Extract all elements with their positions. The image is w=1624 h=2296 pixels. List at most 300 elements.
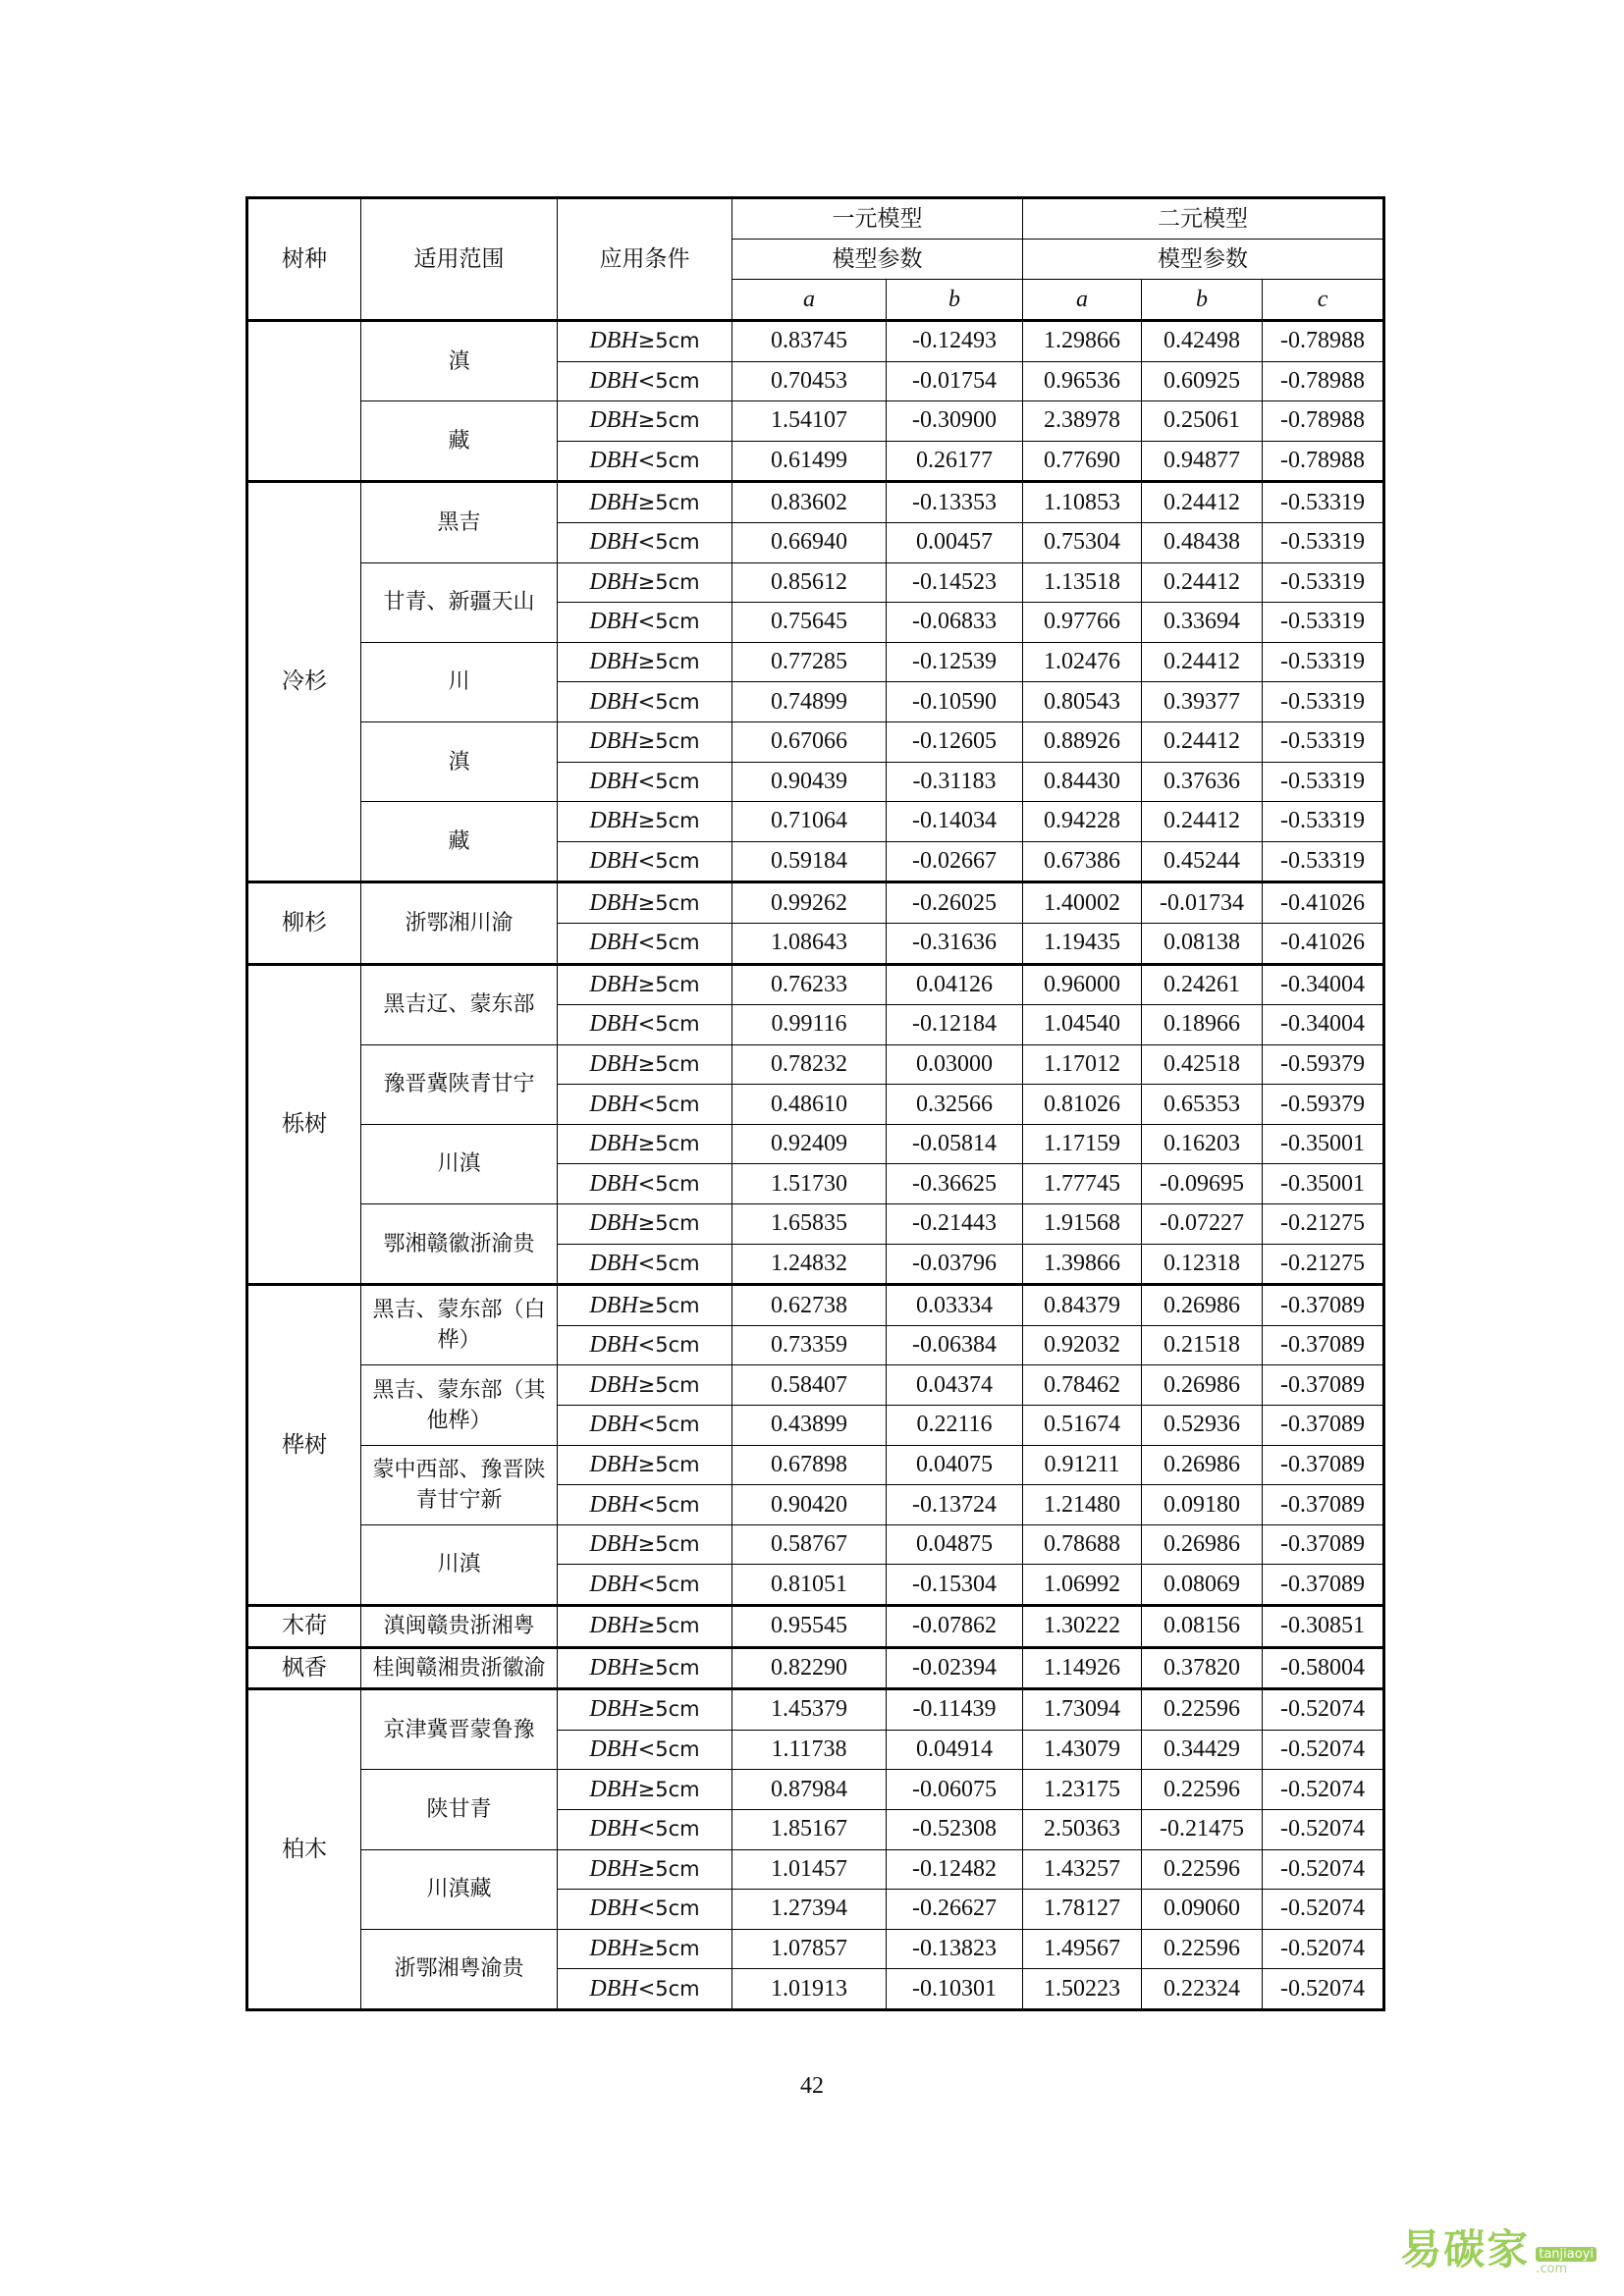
- param-binary-a: 1.19435: [1023, 923, 1142, 964]
- param-unary-b: -0.11439: [887, 1689, 1023, 1731]
- condition-cell: [558, 1445, 732, 1485]
- condition-prefix: DBH: [589, 768, 638, 794]
- condition-prefix: DBH: [589, 1371, 638, 1398]
- condition-prefix: DBH: [589, 609, 638, 635]
- condition-cell: [558, 1005, 732, 1045]
- param-unary-a: 0.58767: [732, 1524, 887, 1565]
- param-unary-a: 0.99116: [732, 1005, 887, 1045]
- param-binary-a: 1.30222: [1023, 1606, 1142, 1648]
- param-binary-c: -0.30851: [1263, 1606, 1384, 1648]
- table-row: [247, 642, 1384, 682]
- param-binary-b: 0.08069: [1142, 1565, 1263, 1606]
- condition-value: ≥5cm: [637, 1777, 700, 1801]
- param-binary-b: 0.22324: [1142, 1969, 1263, 2010]
- condition-prefix: DBH: [589, 688, 638, 715]
- param-binary-b: 0.45244: [1142, 841, 1263, 882]
- condition-prefix: DBH: [589, 1491, 638, 1518]
- param-binary-c: -0.37089: [1263, 1524, 1384, 1565]
- param-binary-b: 0.22596: [1142, 1770, 1263, 1810]
- param-unary-b: -0.10301: [887, 1969, 1023, 2010]
- param-binary-c: -0.37089: [1263, 1445, 1384, 1485]
- param-binary-a: 0.80543: [1023, 682, 1142, 722]
- param-binary-b: 0.52936: [1142, 1406, 1263, 1446]
- param-binary-b: 0.42498: [1142, 321, 1263, 362]
- condition-cell: [558, 721, 732, 762]
- condition-prefix: DBH: [589, 1936, 638, 1962]
- param-binary-b: 0.25061: [1142, 401, 1263, 442]
- region-cell: 滇: [361, 721, 558, 801]
- param-binary-a: 1.21480: [1023, 1485, 1142, 1525]
- param-binary-b: 0.24412: [1142, 562, 1263, 603]
- condition-prefix: DBH: [589, 1571, 638, 1597]
- table-row: [247, 1044, 1384, 1085]
- param-unary-b: -0.02394: [887, 1647, 1023, 1689]
- param-binary-b: 0.22596: [1142, 1689, 1263, 1731]
- condition-value: ≥5cm: [637, 809, 700, 833]
- param-unary-b: -0.12482: [887, 1849, 1023, 1890]
- param-unary-a: 0.83602: [732, 482, 887, 523]
- species-cell: [247, 321, 361, 482]
- condition-prefix: DBH: [589, 1292, 638, 1318]
- param-binary-b: 0.26986: [1142, 1365, 1263, 1406]
- param-unary-b: -0.12184: [887, 1005, 1023, 1045]
- param-binary-a: 1.17159: [1023, 1124, 1142, 1164]
- param-binary-b: 0.65353: [1142, 1085, 1263, 1125]
- param-binary-c: -0.52074: [1263, 1809, 1384, 1849]
- param-unary-b: -0.05814: [887, 1124, 1023, 1164]
- param-binary-b: 0.09180: [1142, 1485, 1263, 1525]
- condition-value: ≥5cm: [637, 408, 700, 433]
- condition-value: ≥5cm: [637, 1856, 700, 1881]
- param-unary-b: 0.03334: [887, 1285, 1023, 1326]
- param-binary-c: -0.52074: [1263, 1969, 1384, 2010]
- condition-cell: [558, 321, 732, 362]
- param-unary-a: 1.27394: [732, 1890, 887, 1930]
- param-binary-b: 0.48438: [1142, 522, 1263, 562]
- condition-value: <5cm: [637, 1251, 700, 1275]
- param-binary-c: -0.34004: [1263, 1005, 1384, 1045]
- param-unary-b: -0.07862: [887, 1606, 1023, 1648]
- param-unary-a: 0.90420: [732, 1485, 887, 1525]
- table-row: [247, 1849, 1384, 1890]
- param-binary-a: 1.17012: [1023, 1044, 1142, 1085]
- condition-cell: [558, 1770, 732, 1810]
- region-cell: 黑吉: [361, 482, 558, 562]
- param-unary-b: 0.04374: [887, 1365, 1023, 1406]
- condition-prefix: DBH: [589, 1170, 638, 1197]
- param-unary-a: 0.81051: [732, 1565, 887, 1606]
- param-binary-a: 1.91568: [1023, 1204, 1142, 1245]
- param-unary-a: 0.71064: [732, 802, 887, 842]
- param-binary-c: -0.52074: [1263, 1689, 1384, 1731]
- param-binary-c: -0.35001: [1263, 1124, 1384, 1164]
- table-row: [247, 721, 1384, 762]
- header-binary-b: b: [1142, 280, 1263, 321]
- condition-prefix: DBH: [589, 448, 638, 474]
- table-row: [247, 1124, 1384, 1164]
- param-unary-b: 0.04875: [887, 1524, 1023, 1565]
- table-row: [247, 1365, 1384, 1406]
- param-binary-a: 1.04540: [1023, 1005, 1142, 1045]
- header-binary-c: c: [1263, 280, 1384, 321]
- param-binary-c: -0.37089: [1263, 1406, 1384, 1446]
- condition-cell: [558, 1285, 732, 1326]
- param-binary-a: 0.75304: [1023, 522, 1142, 562]
- param-unary-b: -0.31636: [887, 923, 1023, 964]
- param-unary-a: 1.11738: [732, 1730, 887, 1770]
- condition-value: ≥5cm: [637, 1655, 700, 1680]
- param-unary-b: -0.13724: [887, 1485, 1023, 1525]
- region-cell: 川: [361, 642, 558, 721]
- header-unary-model: 一元模型: [732, 198, 1023, 240]
- header-unary-b: b: [887, 280, 1023, 321]
- table-row: [247, 1285, 1384, 1326]
- header-region: 适用范围: [361, 198, 558, 321]
- condition-cell: [558, 882, 732, 924]
- region-cell: 川滇: [361, 1124, 558, 1203]
- param-binary-a: 1.10853: [1023, 482, 1142, 523]
- param-binary-b: 0.37820: [1142, 1647, 1263, 1689]
- allometric-parameter-table: [245, 196, 1385, 2011]
- param-binary-a: 1.02476: [1023, 642, 1142, 682]
- condition-cell: [558, 1244, 732, 1285]
- species-cell: 柳杉: [247, 882, 361, 964]
- param-unary-a: 0.87984: [732, 1770, 887, 1810]
- param-binary-b: 0.22596: [1142, 1929, 1263, 1969]
- param-unary-b: 0.22116: [887, 1406, 1023, 1446]
- param-unary-b: -0.06075: [887, 1770, 1023, 1810]
- condition-cell: [558, 841, 732, 882]
- condition-prefix: DBH: [589, 1816, 638, 1842]
- condition-prefix: DBH: [589, 930, 638, 956]
- param-binary-c: -0.78988: [1263, 321, 1384, 362]
- param-unary-a: 0.43899: [732, 1406, 887, 1446]
- param-binary-b: -0.01734: [1142, 882, 1263, 924]
- param-unary-a: 1.08643: [732, 923, 887, 964]
- param-binary-c: -0.52074: [1263, 1730, 1384, 1770]
- param-binary-c: -0.53319: [1263, 682, 1384, 722]
- condition-prefix: DBH: [589, 1210, 638, 1237]
- condition-prefix: DBH: [589, 1736, 638, 1763]
- header-species: 树种: [247, 198, 361, 321]
- param-binary-b: 0.24412: [1142, 721, 1263, 762]
- condition-value: <5cm: [637, 769, 700, 793]
- param-unary-a: 0.82290: [732, 1647, 887, 1689]
- param-binary-b: 0.08138: [1142, 923, 1263, 964]
- param-unary-b: -0.26627: [887, 1890, 1023, 1930]
- param-unary-a: 0.70453: [732, 361, 887, 401]
- species-cell: 冷杉: [247, 482, 361, 882]
- region-cell: 滇闽赣贵浙湘粤: [361, 1606, 558, 1648]
- param-binary-a: 0.97766: [1023, 603, 1142, 643]
- region-cell: 浙鄂湘粤渝贵: [361, 1929, 558, 2009]
- param-binary-a: 1.40002: [1023, 882, 1142, 924]
- condition-value: <5cm: [637, 849, 700, 874]
- param-binary-b: 0.60925: [1142, 361, 1263, 401]
- param-binary-b: 0.18966: [1142, 1005, 1263, 1045]
- param-binary-a: 0.51674: [1023, 1406, 1142, 1446]
- condition-prefix: DBH: [589, 1250, 638, 1276]
- species-cell: 栎树: [247, 964, 361, 1285]
- condition-prefix: DBH: [589, 367, 638, 394]
- condition-value: <5cm: [637, 530, 700, 555]
- param-binary-c: -0.53319: [1263, 721, 1384, 762]
- condition-cell: [558, 1085, 732, 1125]
- region-cell: 黑吉辽、蒙东部: [361, 964, 558, 1044]
- param-unary-a: 1.01457: [732, 1849, 887, 1890]
- condition-value: <5cm: [637, 1012, 700, 1037]
- param-unary-b: -0.10590: [887, 682, 1023, 722]
- condition-prefix: DBH: [589, 1776, 638, 1802]
- condition-cell: [558, 1124, 732, 1164]
- region-cell: 藏: [361, 802, 558, 882]
- param-unary-b: -0.31183: [887, 762, 1023, 802]
- param-unary-a: 0.74899: [732, 682, 887, 722]
- param-binary-c: -0.41026: [1263, 923, 1384, 964]
- param-unary-b: -0.14523: [887, 562, 1023, 603]
- param-unary-a: 1.85167: [732, 1809, 887, 1849]
- condition-value: <5cm: [637, 1896, 700, 1921]
- condition-value: <5cm: [637, 449, 700, 473]
- param-binary-a: 0.94228: [1023, 802, 1142, 842]
- param-unary-a: 1.24832: [732, 1244, 887, 1285]
- condition-value: <5cm: [637, 1817, 700, 1842]
- param-binary-b: -0.21475: [1142, 1809, 1263, 1849]
- condition-cell: [558, 1809, 732, 1849]
- condition-cell: [558, 1730, 732, 1770]
- condition-prefix: DBH: [589, 1332, 638, 1359]
- param-binary-b: 0.37636: [1142, 762, 1263, 802]
- species-cell: 柏木: [247, 1689, 361, 2010]
- param-unary-b: -0.13823: [887, 1929, 1023, 1969]
- condition-cell: [558, 964, 732, 1005]
- param-unary-a: 0.58407: [732, 1365, 887, 1406]
- condition-value: ≥5cm: [637, 890, 700, 915]
- param-binary-a: 0.96000: [1023, 964, 1142, 1005]
- condition-value: ≥5cm: [637, 1614, 700, 1638]
- param-unary-a: 0.59184: [732, 841, 887, 882]
- param-binary-b: 0.34429: [1142, 1730, 1263, 1770]
- condition-cell: [558, 1365, 732, 1406]
- condition-prefix: DBH: [589, 1011, 638, 1038]
- param-binary-a: 2.50363: [1023, 1809, 1142, 1849]
- condition-value: ≥5cm: [637, 1132, 700, 1156]
- condition-prefix: DBH: [589, 1531, 638, 1558]
- param-unary-a: 0.77285: [732, 642, 887, 682]
- region-cell: 甘青、新疆天山: [361, 562, 558, 642]
- param-unary-a: 0.67066: [732, 721, 887, 762]
- condition-cell: [558, 1969, 732, 2010]
- condition-cell: [558, 1890, 732, 1930]
- condition-prefix: DBH: [589, 568, 638, 595]
- param-binary-c: -0.52074: [1263, 1890, 1384, 1930]
- condition-value: ≥5cm: [637, 1697, 700, 1722]
- condition-cell: [558, 1485, 732, 1525]
- param-unary-b: 0.04126: [887, 964, 1023, 1005]
- param-unary-b: 0.04914: [887, 1730, 1023, 1770]
- param-unary-b: 0.00457: [887, 522, 1023, 562]
- param-binary-a: 0.81026: [1023, 1085, 1142, 1125]
- condition-value: <5cm: [637, 1333, 700, 1358]
- condition-prefix: DBH: [589, 1696, 638, 1723]
- species-cell: 木荷: [247, 1606, 361, 1648]
- condition-prefix: DBH: [589, 529, 638, 556]
- condition-prefix: DBH: [589, 649, 638, 675]
- condition-cell: [558, 1647, 732, 1689]
- param-unary-a: 0.75645: [732, 603, 887, 643]
- param-binary-a: 1.06992: [1023, 1565, 1142, 1606]
- param-binary-c: -0.53319: [1263, 841, 1384, 882]
- table-row: [247, 401, 1384, 442]
- param-binary-b: 0.39377: [1142, 682, 1263, 722]
- condition-value: <5cm: [637, 931, 700, 955]
- condition-cell: [558, 562, 732, 603]
- condition-cell: [558, 1325, 732, 1365]
- condition-prefix: DBH: [589, 1412, 638, 1438]
- param-binary-b: 0.24412: [1142, 642, 1263, 682]
- param-unary-b: -0.26025: [887, 882, 1023, 924]
- param-binary-a: 0.84379: [1023, 1285, 1142, 1326]
- region-cell: 桂闽赣湘贵浙徽渝: [361, 1647, 558, 1689]
- param-binary-b: 0.24261: [1142, 964, 1263, 1005]
- param-binary-c: -0.53319: [1263, 522, 1384, 562]
- region-cell: 滇: [361, 321, 558, 401]
- param-binary-a: 0.92032: [1023, 1325, 1142, 1365]
- param-unary-a: 1.51730: [732, 1164, 887, 1204]
- param-binary-b: 0.22596: [1142, 1849, 1263, 1890]
- region-cell: 川滇藏: [361, 1849, 558, 1929]
- param-unary-b: -0.21443: [887, 1204, 1023, 1245]
- param-binary-b: 0.42518: [1142, 1044, 1263, 1085]
- param-unary-b: -0.12539: [887, 642, 1023, 682]
- table-row: [247, 1606, 1384, 1648]
- condition-cell: [558, 1406, 732, 1446]
- condition-prefix: DBH: [589, 1654, 638, 1681]
- param-binary-b: 0.26986: [1142, 1524, 1263, 1565]
- watermark-domain: tanjiaoyi .com: [1536, 2247, 1597, 2276]
- header-unary-params: 模型参数: [732, 240, 1023, 280]
- param-binary-c: -0.37089: [1263, 1485, 1384, 1525]
- table-row: [247, 1524, 1384, 1565]
- table-body: [247, 321, 1384, 2010]
- param-binary-b: 0.09060: [1142, 1890, 1263, 1930]
- table-row: [247, 1689, 1384, 1731]
- table-row: [247, 482, 1384, 523]
- condition-cell: [558, 642, 732, 682]
- param-binary-c: -0.52074: [1263, 1929, 1384, 1969]
- param-binary-b: 0.94877: [1142, 441, 1263, 482]
- param-binary-c: -0.53319: [1263, 482, 1384, 523]
- param-unary-b: 0.32566: [887, 1085, 1023, 1125]
- condition-value: ≥5cm: [637, 1372, 700, 1397]
- param-unary-b: -0.15304: [887, 1565, 1023, 1606]
- condition-cell: [558, 1849, 732, 1890]
- param-unary-b: -0.13353: [887, 482, 1023, 523]
- param-binary-c: -0.52074: [1263, 1770, 1384, 1810]
- param-binary-c: -0.53319: [1263, 762, 1384, 802]
- param-unary-a: 0.83745: [732, 321, 887, 362]
- condition-prefix: DBH: [589, 1131, 638, 1157]
- condition-cell: [558, 682, 732, 722]
- param-binary-a: 0.88926: [1023, 721, 1142, 762]
- param-binary-a: 1.78127: [1023, 1890, 1142, 1930]
- condition-cell: [558, 1689, 732, 1731]
- param-unary-b: -0.06833: [887, 603, 1023, 643]
- condition-cell: [558, 361, 732, 401]
- condition-cell: [558, 482, 732, 523]
- condition-value: <5cm: [637, 610, 700, 634]
- region-cell: 黑吉、蒙东部（白桦）: [361, 1285, 558, 1365]
- condition-value: <5cm: [637, 1492, 700, 1517]
- condition-value: ≥5cm: [637, 490, 700, 514]
- table-row: [247, 562, 1384, 603]
- table-row: [247, 964, 1384, 1005]
- param-binary-b: 0.21518: [1142, 1325, 1263, 1365]
- condition-value: <5cm: [637, 1092, 700, 1116]
- param-binary-a: 1.13518: [1023, 562, 1142, 603]
- param-binary-c: -0.34004: [1263, 964, 1384, 1005]
- param-binary-a: 1.29866: [1023, 321, 1142, 362]
- table-row: [247, 1204, 1384, 1245]
- param-unary-a: 1.54107: [732, 401, 887, 442]
- param-binary-a: 0.77690: [1023, 441, 1142, 482]
- param-unary-a: 0.92409: [732, 1124, 887, 1164]
- param-binary-b: 0.24412: [1142, 482, 1263, 523]
- param-binary-c: -0.41026: [1263, 882, 1384, 924]
- param-binary-a: 1.77745: [1023, 1164, 1142, 1204]
- condition-prefix: DBH: [589, 1091, 638, 1117]
- condition-cell: [558, 923, 732, 964]
- condition-prefix: DBH: [589, 328, 638, 354]
- condition-cell: [558, 1565, 732, 1606]
- table-row: [247, 1929, 1384, 1969]
- table-row: [247, 1445, 1384, 1485]
- condition-value: ≥5cm: [637, 729, 700, 754]
- param-unary-a: 0.78232: [732, 1044, 887, 1085]
- param-unary-b: 0.04075: [887, 1445, 1023, 1485]
- param-unary-b: -0.06384: [887, 1325, 1023, 1365]
- region-cell: 蒙中西部、豫晋陕青甘宁新: [361, 1445, 558, 1524]
- condition-value: <5cm: [637, 689, 700, 714]
- param-binary-c: -0.37089: [1263, 1285, 1384, 1326]
- region-cell: 陕甘青: [361, 1770, 558, 1849]
- region-cell: 鄂湘赣徽浙渝贵: [361, 1204, 558, 1285]
- param-binary-c: -0.52074: [1263, 1849, 1384, 1890]
- param-unary-b: -0.12493: [887, 321, 1023, 362]
- param-binary-a: 1.14926: [1023, 1647, 1142, 1689]
- param-binary-c: -0.37089: [1263, 1325, 1384, 1365]
- param-binary-c: -0.37089: [1263, 1365, 1384, 1406]
- condition-prefix: DBH: [589, 808, 638, 834]
- param-binary-a: 0.91211: [1023, 1445, 1142, 1485]
- condition-prefix: DBH: [589, 1451, 638, 1477]
- condition-cell: [558, 1524, 732, 1565]
- condition-prefix: DBH: [589, 728, 638, 755]
- region-cell: 川滇: [361, 1524, 558, 1605]
- param-binary-b: 0.24412: [1142, 802, 1263, 842]
- region-cell: 黑吉、蒙东部（其他桦）: [361, 1365, 558, 1445]
- param-unary-b: 0.03000: [887, 1044, 1023, 1085]
- region-cell: 京津冀晋蒙鲁豫: [361, 1689, 558, 1770]
- condition-cell: [558, 1929, 732, 1969]
- param-unary-a: 0.61499: [732, 441, 887, 482]
- param-unary-a: 0.99262: [732, 882, 887, 924]
- param-unary-a: 1.01913: [732, 1969, 887, 2010]
- species-cell: 枫香: [247, 1647, 361, 1689]
- param-binary-c: -0.53319: [1263, 562, 1384, 603]
- table-row: [247, 1647, 1384, 1689]
- param-binary-a: 2.38978: [1023, 401, 1142, 442]
